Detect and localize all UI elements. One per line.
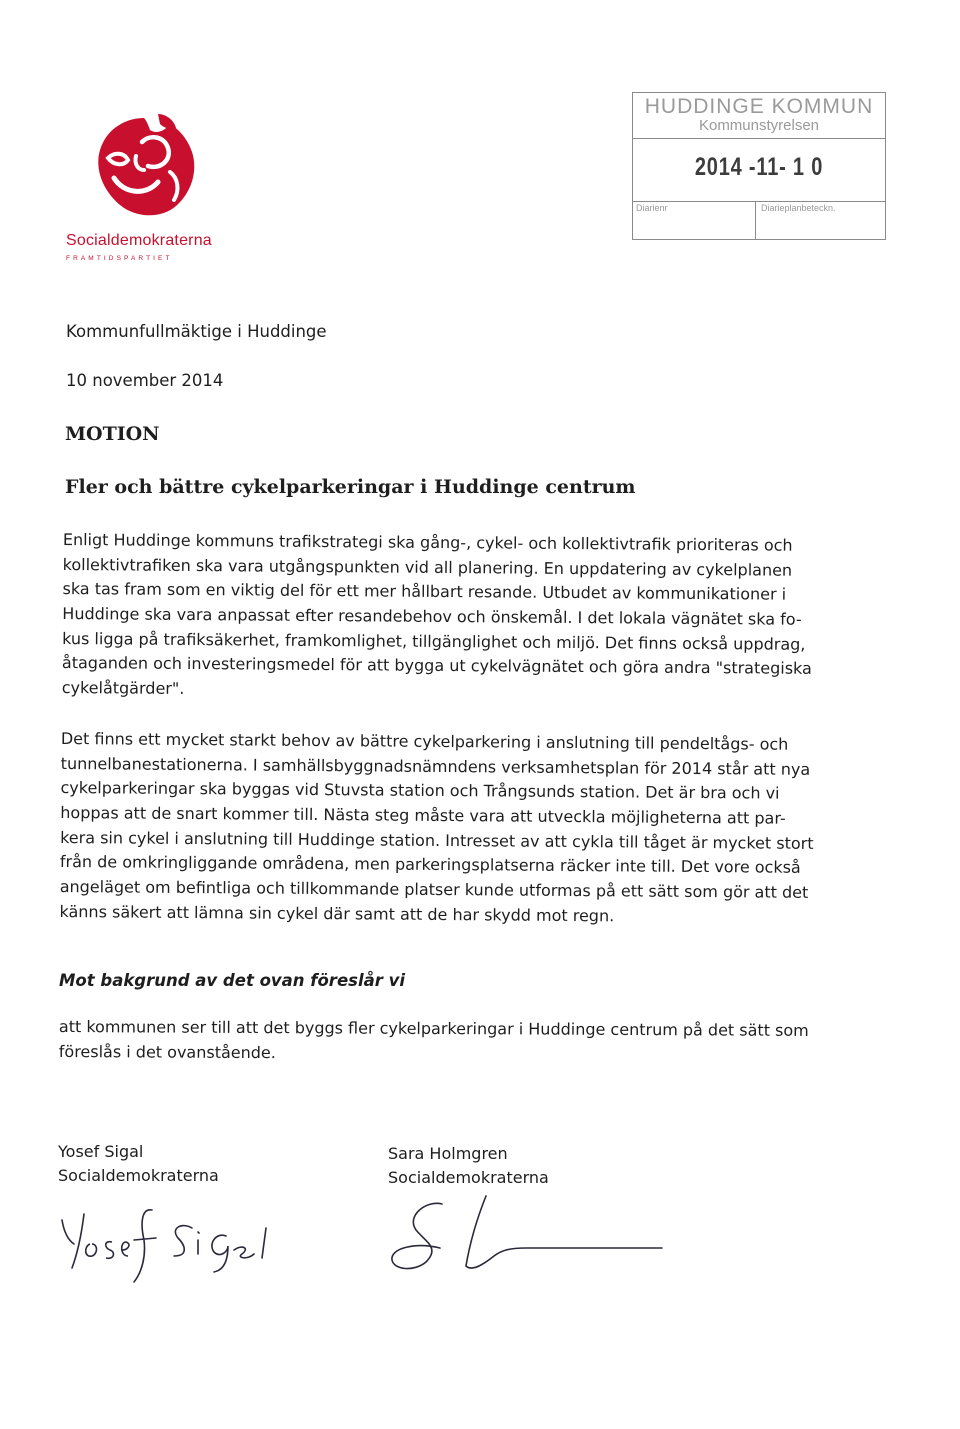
proposal-text xyxy=(59,1015,809,1068)
signature-1 xyxy=(56,1200,286,1290)
logo-slogan: FRAMTIDSPARTIET xyxy=(66,255,173,262)
text-line: ska tas fram som en viktig del för ett mer hållbart resande. Utbudet av kommunikationer i xyxy=(62,579,787,605)
text-line: föreslås i det ovanstående. xyxy=(58,1041,276,1062)
text-line: Enligt Huddinge kommuns trafikstrategi ska gång-, cykel- och kollektivtrafik prioriteras och xyxy=(62,529,793,555)
text-line: angeläget om befintliga och tillkommande platser kunde utformas på ett sätt som gör att det xyxy=(59,877,809,902)
signatory-2-name: Sara Holmgren xyxy=(388,1144,508,1163)
text-line: cykelparkeringar ska byggas vid Stuvsta station och Trångsunds station. Det är bra och vi xyxy=(60,778,780,804)
document-title: Fler och bättre cykelparkeringar i Huddinge centrum xyxy=(65,476,636,498)
registration-stamp xyxy=(632,92,886,240)
stamp-department: Kommunstyrelsen xyxy=(698,117,820,134)
stamp-divider xyxy=(633,201,885,202)
stamp-divider xyxy=(633,138,885,139)
text-line: cykelåtgärder". xyxy=(61,678,185,699)
proposal-heading: Mot bakgrund av det ovan föreslår vi xyxy=(59,971,406,990)
letter-date: 10 november 2014 xyxy=(66,371,224,390)
text-line: kera sin cykel i anslutning till Huddinge station. Intresset av att cykla till tåget är mycket stort xyxy=(60,827,814,853)
party-logo xyxy=(66,112,236,272)
text-line: tunnelbanestationerna. I samhällsbyggnadsnämndens verksamhetsplan för 2014 står att nya xyxy=(60,753,811,779)
rose-icon xyxy=(84,112,202,224)
document-type: MOTION xyxy=(65,423,160,445)
text-line: från de omkringliggande områdena, men parkeringsplatserna räcker inte till. Det vore också xyxy=(59,852,801,878)
addressee: Kommunfullmäktige i Huddinge xyxy=(66,322,327,341)
text-line: kus ligga på trafiksäkerhet, framkomlighet, tillgänglighet och miljö. Det finns också uppdrag, xyxy=(62,628,806,654)
signatory-1-party: Socialdemokraterna xyxy=(58,1166,219,1185)
paragraph-1 xyxy=(62,528,813,707)
signatory-1-name: Yosef Sigal xyxy=(58,1142,144,1161)
text-line: kollektivtrafiken ska vara utgångspunkten vid all planering. En uppdatering av cykelplanen xyxy=(62,554,793,580)
text-line: hoppas att de snart kommer till. Nästa steg måste vara att utveckla möjligheterna att par- xyxy=(60,803,786,828)
stamp-dnr-label: Diarienr xyxy=(636,203,668,213)
stamp-divider xyxy=(755,201,756,239)
stamp-organization: HUDDINGE KOMMUN xyxy=(644,95,874,118)
signature-2 xyxy=(386,1192,668,1284)
stamp-plan-label: Diarieplanbeteckn. xyxy=(761,203,836,213)
text-line: åtaganden och investeringsmedel för att bygga ut cykelvägnätet och göra andra "strategiska xyxy=(61,653,812,679)
stamp-date: 2014 -11- 1 0 xyxy=(694,153,824,181)
text-line: Huddinge ska vara anpassat efter resandebehov och önskemål. I det lokala vägnätet ska fo- xyxy=(62,604,802,629)
paragraph-2 xyxy=(59,727,814,930)
text-line: att kommunen ser till att det byggs fler cykelparkeringar i Huddinge centrum på det sätt som xyxy=(58,1017,809,1040)
signatory-2-party: Socialdemokraterna xyxy=(388,1168,549,1187)
text-line: Det finns ett mycket starkt behov av bättre cykelparkering i anslutning till pendeltågs- och xyxy=(60,728,789,754)
text-line: känns säkert att lämna sin cykel där samt att de har skydd mot regn. xyxy=(59,901,615,926)
logo-party-name: Socialdemokraterna xyxy=(66,232,212,249)
